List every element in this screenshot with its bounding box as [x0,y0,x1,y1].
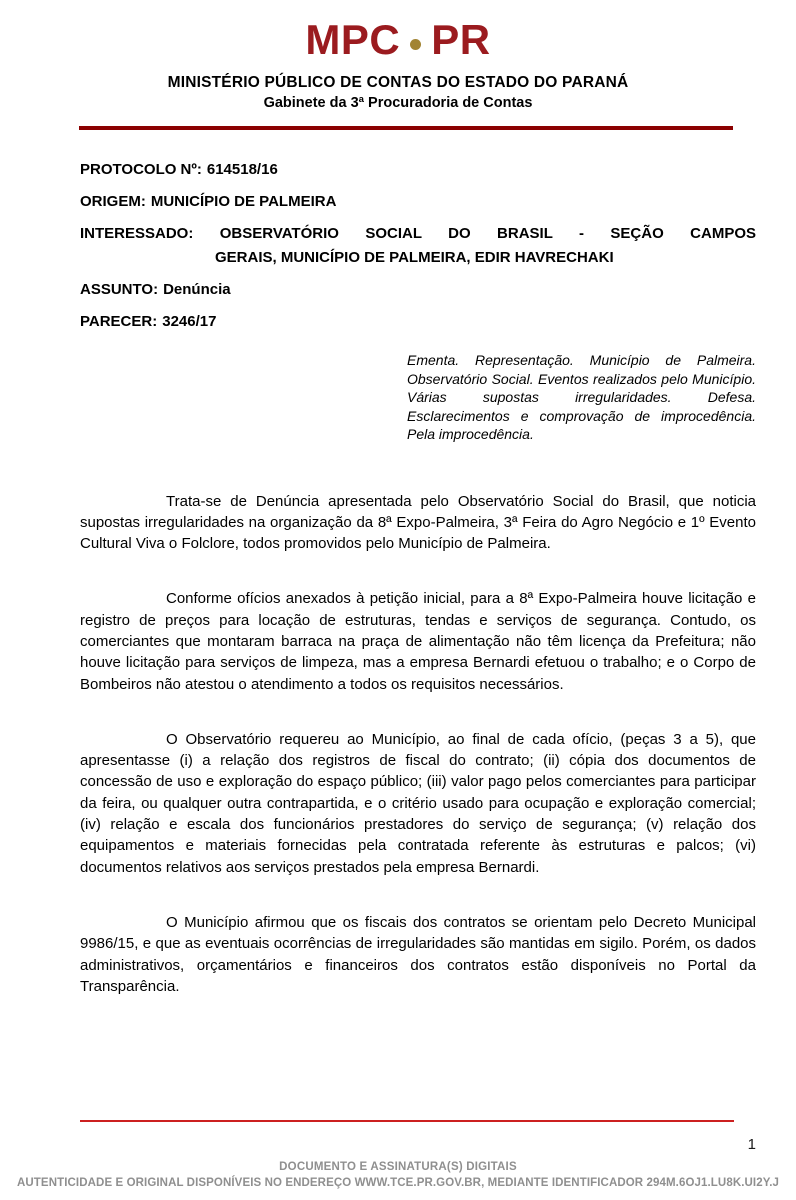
paragraph-1: Trata-se de Denúncia apresentada pelo Observatório Social do Brasil, que noticia supostas irregularidades na organização da 8ª Expo-Palmeira, 3ª Feira do Agro Negócio e 1º Evento Cultural Viva o Folclore, todos promovidos pelo Município de Palmeira. [80,492,756,553]
body-text [80,491,756,998]
interested-party-line1: INTERESSADO: OBSERVATÓRIO SOCIAL DO BRASIL - SEÇÃO CAMPOS [80,225,756,242]
paragraph-4: O Município afirmou que os fiscais dos contratos se orientam pelo Decreto Municipal 9986/15, e que as eventuais ocorrências de irregularidades são mantidas em sigilo. Porém, os dados administrativos, orçamentários e financeiros dos contratos estão disponíveis no Portal da Transparência. [80,913,756,995]
protocol-number-value: 614518/16 [206,161,278,178]
subject-field [80,280,756,300]
document-content [80,160,756,997]
logo-dot-icon [410,39,421,50]
opinion-field [80,312,756,332]
paragraph-3: O Observatório requereu ao Município, ao final de cada ofício, (peças 3 a 5), que apresentasse (i) a relação dos registros de fiscal do contrato; (ii) cópia dos documentos de concessão de uso e exploração do espaço público; (iii) valor pago pelos comerciantes para participar da feira, ou qualquer outra contrapartida, e o critério usado para ocupação e exploração comercial; (iv) relação e escala dos funcionários prestadores do serviço de segurança; (v) relação dos equipamentos e materiais fornecidas pela contratada referente às estruturas e palcos; (vi) documentos relativos aos serviços prestados pela empresa Bernardi. [80,730,756,876]
footer-authenticity-line: AUTENTICIDADE E ORIGINAL DISPONÍVEIS NO ENDEREÇO WWW.TCE.PR.GOV.BR, MEDIANTE IDENTIFICADOR 294M.6OJ1.LU8K.UI2Y.J [17,1177,779,1189]
logo-text-pr: PR [431,16,491,63]
page-number: 1 [747,1136,756,1153]
subject-label: ASSUNTO: [80,281,159,298]
interested-party-field [80,224,756,268]
org-title: MINISTÉRIO PÚBLICO DE CONTAS DO ESTADO DO PARANÁ [167,74,629,91]
logo-text-mpc: MPC [305,16,401,63]
origin-label: ORIGEM: [80,193,146,210]
protocol-number-field [80,160,756,180]
footer-rule [80,1120,734,1122]
origin-field [80,192,756,212]
mpc-pr-logo [0,16,796,64]
interested-party-line2: GERAIS, MUNICÍPIO DE PALMEIRA, EDIR HAVRECHAKI [215,249,614,266]
org-subtitle: Gabinete da 3ª Procuradoria de Contas [263,95,533,111]
opinion-value: 3246/17 [162,313,217,330]
paragraph-2: Conforme ofícios anexados à petição inicial, para a 8ª Expo-Palmeira houve licitação e registro de preços para locação de estruturas, tendas e serviços de segurança. Contudo, os comerciantes que montaram barraca na praça de alimentação não têm licença da Prefeitura; não houve licitação para serviços de limpeza, mas a empresa Bernardi efetuou o trabalho; e o Corpo de Bombeiros não atestou o atendimento a todos os requisitos necessários. [80,590,756,693]
origin-value: MUNICÍPIO DE PALMEIRA [150,193,337,210]
opinion-label: PARECER: [80,313,158,330]
footer-signature-line: DOCUMENTO E ASSINATURA(S) DIGITAIS [279,1161,517,1173]
document-header [0,0,796,130]
subject-value: Denúncia [163,281,231,298]
ementa-summary: Ementa. Representação. Município de Palmeira. Observatório Social. Eventos realizados pelo Município. Várias supostas irregularidades. Defesa. Esclarecimentos e comprovação de improcedência. Pela improcedência. [407,352,756,442]
protocol-number-label: PROTOCOLO Nº: [80,161,202,178]
header-rule [79,126,733,130]
protocol-block [80,160,756,332]
